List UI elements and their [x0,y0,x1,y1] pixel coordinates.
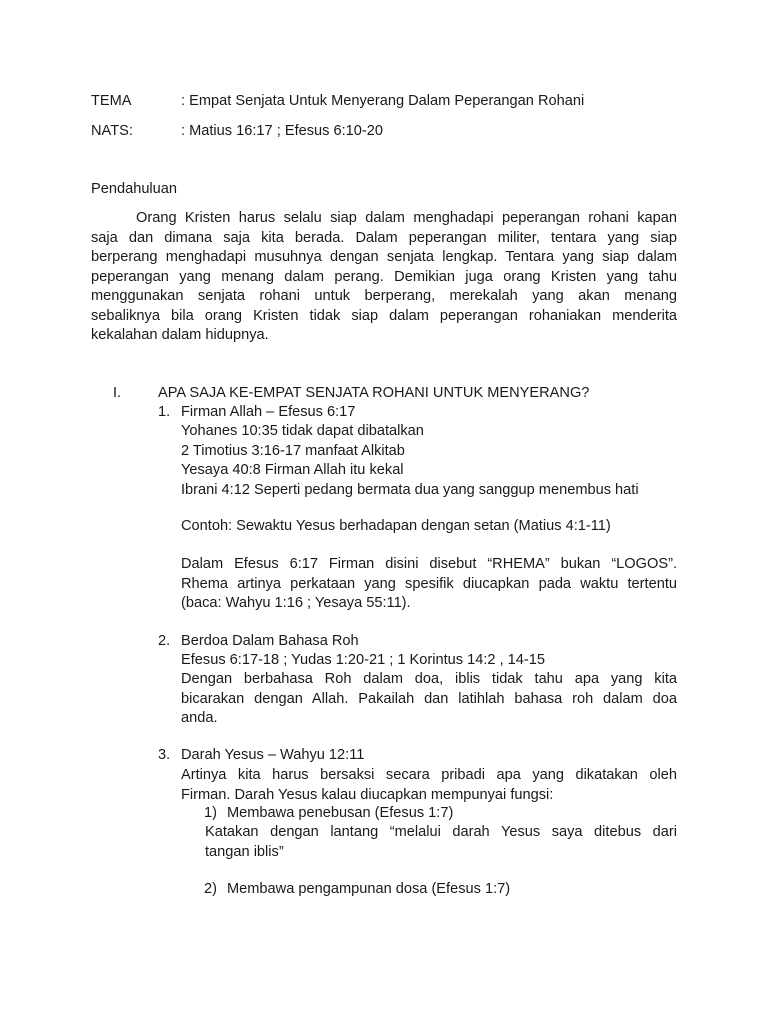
intro-line: kekalahan dalam hidupnya. [91,327,269,343]
para-line: anda. [181,710,218,726]
para-line: bicarakan dengan Allah. Pakailah dan latihlah bahasa roh dalam doa [181,690,677,707]
para-line: (baca: Wahyu 1:16 ; Yesaya 55:11). [181,595,411,611]
item1-refs [181,422,639,500]
intro-line: berperang menghadapi musuhnya dengan senjata lengkap. Tentara yang siap dalam [91,249,677,265]
item-number: 2. [158,633,171,649]
item2-paragraph [181,670,677,729]
para-line: tangan iblis” [205,843,284,860]
item-title: Darah Yesus – Wahyu 12:11 [181,747,365,763]
nats-value: : Matius 16:17 ; Efesus 6:10-20 [181,123,383,139]
para-line: Dengan berbahasa Roh dalam doa, iblis tidak tahu apa yang kita [181,671,677,687]
ref-line: Ibrani 4:12 Seperti pedang bermata dua yang sanggup menembus hati [181,481,639,498]
ref-line: Yesaya 40:8 Firman Allah itu kekal [181,462,404,478]
subitem-number: 1) [204,805,217,821]
para-line: Katakan dengan lantang “melalui darah Yesus saya ditebus dari [205,824,677,840]
item-number: 1. [158,404,171,420]
subitem-title: Membawa penebusan (Efesus 1:7) [227,805,454,821]
section-numeral: I. [113,385,122,401]
para-line: Firman. Darah Yesus kalau diucapkan mempunyai fungsi: [181,786,554,803]
intro-line: peperangan yang menang dalam perang. Demikian juga orang Kristen yang tahu [91,268,677,285]
intro-line: saja dan dimana saja kita berada. Dalam peperangan militer, tentara yang siap [91,229,677,246]
intro-line: Orang Kristen harus selalu siap dalam menghadapi peperangan rohani kapan [136,210,677,226]
subitem-title: Membawa pengampunan dosa (Efesus 1:7) [227,881,511,897]
item1-example: Contoh: Sewaktu Yesus berhadapan dengan setan (Matius 4:1-11) [181,518,611,534]
para-line: Dalam Efesus 6:17 Firman disini disebut “RHEMA” bukan “LOGOS”. [181,556,677,572]
item2-refs: Efesus 6:17-18 ; Yudas 1:20-21 ; 1 Korintus 14:2 , 14-15 [181,652,546,668]
subitem1-paragraph [205,823,677,862]
item1-paragraph [181,555,677,614]
section-heading: APA SAJA KE-EMPAT SENJATA ROHANI UNTUK MENYERANG? [158,385,590,401]
intro-paragraph [91,209,677,346]
item3-paragraph [181,766,677,805]
item-number: 3. [158,747,171,763]
ref-line: 2 Timotius 3:16-17 manfaat Alkitab [181,442,405,459]
tema-label: TEMA [91,93,132,109]
intro-line: sebaliknya bila orang Kristen tidak siap dalam peperangan rohaniakan menderita [91,307,677,324]
subitem-number: 2) [204,881,217,897]
intro-line: menggunakan senjata rohani untuk berperang, merekalah yang akan menang [91,288,677,304]
intro-heading: Pendahuluan [91,181,178,197]
tema-value: : Empat Senjata Untuk Menyerang Dalam Peperangan Rohani [181,93,585,109]
para-line: Rhema artinya perkataan yang spesifik diucapkan pada waktu tertentu [181,575,677,592]
para-line: Artinya kita harus bersaksi secara pribadi apa yang dikatakan oleh [181,767,677,783]
nats-label: NATS: [91,123,133,139]
item-title: Firman Allah – Efesus 6:17 [181,404,356,420]
item-title: Berdoa Dalam Bahasa Roh [181,633,359,649]
ref-line: Yohanes 10:35 tidak dapat dibatalkan [181,423,424,439]
